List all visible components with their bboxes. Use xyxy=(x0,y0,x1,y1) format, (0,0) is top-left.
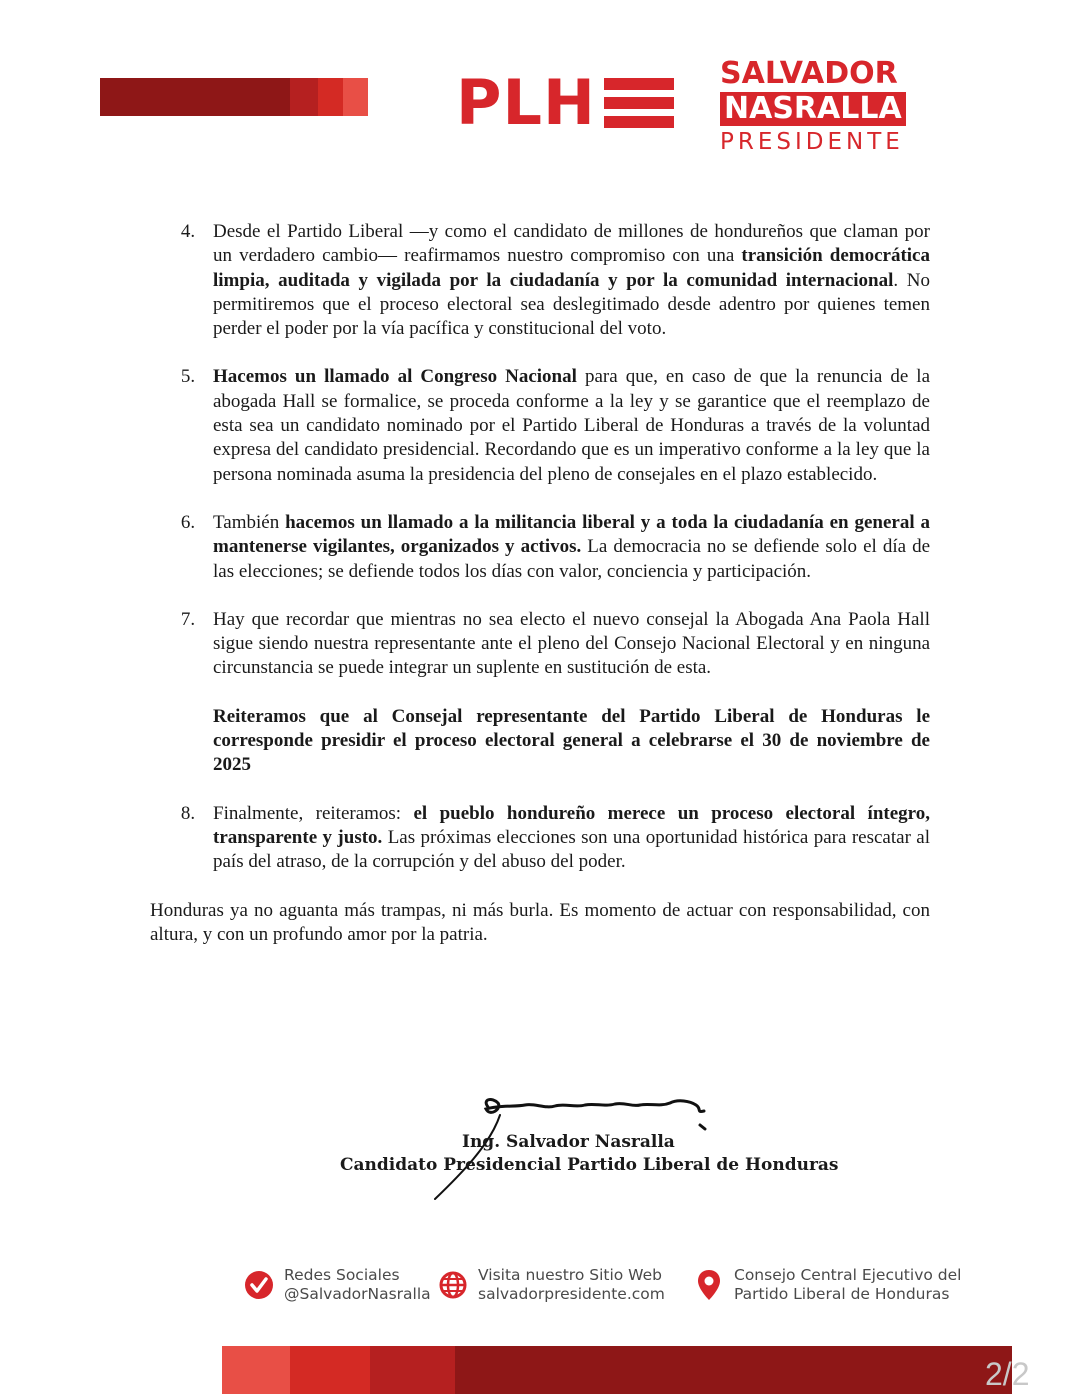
header-color-bar xyxy=(100,78,368,116)
reiteration-paragraph: Reiteramos que al Consejal representante del Partido Liberal de Honduras le corresponde presidir el proceso electoral general a celebrarse el 30 de noviembre de 2025 xyxy=(213,705,930,776)
footer-color-bar xyxy=(222,1346,1012,1394)
candidate-brand-logo xyxy=(720,58,916,156)
item-number: 5. xyxy=(180,366,196,388)
list-item xyxy=(150,802,930,875)
website-label: Visita nuestro Sitio Web xyxy=(478,1266,662,1284)
social-handle: @SalvadorNasralla xyxy=(284,1285,431,1303)
item-number: 8. xyxy=(180,802,196,824)
item-number: 7. xyxy=(180,608,196,630)
flag-stripes-icon xyxy=(604,76,674,130)
list-item xyxy=(150,365,930,486)
signer-name: Ing. Salvador Nasralla xyxy=(462,1132,675,1152)
footer-council xyxy=(694,1266,961,1304)
item-text: Hacemos un llamado al Congreso Nacional para que, en caso de que la renuncia de la abogada Hall se formalice, se proceda conforme a la ley y se garantice que el reemplazo de esta sea un candidato nominado por el Partido Liberal de Honduras a través de la voluntad expresa del candidato presidencial. Recordando que es un imperativo conforme a la ley que la persona nominada asuma la presidencia del pleno de consejales en el plazo establecido. xyxy=(213,366,931,485)
brand-line-1: SALVADOR xyxy=(720,56,898,91)
closing-paragraph: Honduras ya no aguanta más trampas, ni más burla. Es momento de actuar con responsabilidad, con altura, y con un profundo amor por la patria. xyxy=(150,899,930,945)
plh-logo xyxy=(456,66,674,139)
website-url: salvadorpresidente.com xyxy=(478,1285,665,1303)
item-text: También hacemos un llamado a la militancia liberal y a toda la ciudadanía en general a mantenerse vigilantes, organizados y activos. La democracia no se defiende solo el día de las elecciones; se defiende todos los días con valor, conciencia y participación. xyxy=(213,511,931,582)
brand-line-3: PRESIDENTE xyxy=(720,129,904,155)
item-text: Hay que recordar que mientras no sea electo el nuevo consejal la Abogada Ana Paola Hall sigue siendo nuestra representante ante el pleno del Consejo Nacional Electoral y en ninguna circunstancia se puede integrar un suplente en sustitución de esta. xyxy=(213,608,930,679)
footer-social xyxy=(244,1266,431,1304)
list-item xyxy=(150,511,930,584)
item-number: 4. xyxy=(180,221,196,242)
globe-icon xyxy=(438,1268,468,1302)
social-label: Redes Sociales xyxy=(284,1266,400,1284)
item-text: Desde el Partido Liberal —y como el candidato de millones de hondureños que claman por un verdadero cambio— reafirmamos nuestro compromiso con una transición democrática limpia, auditada y vigilada por la ciudadanía y por la comunidad internacional. No permitiremos que el proceso electoral sea deslegitimado desde adentro por quienes temen perder el poder por la vía pacífica y constitucional del voto. xyxy=(213,221,930,340)
plh-logo-text: PLH xyxy=(456,66,596,139)
brand-line-2: NASRALLA xyxy=(720,92,906,126)
page-number: 2/2 xyxy=(985,1356,1030,1392)
council-line-1: Consejo Central Ejecutivo del xyxy=(734,1266,962,1284)
footer-website xyxy=(438,1266,665,1304)
list-item xyxy=(150,608,930,681)
council-line-2: Partido Liberal de Honduras xyxy=(734,1285,950,1303)
document-body xyxy=(150,220,930,947)
check-icon xyxy=(244,1268,274,1302)
signer-role: Candidato Presidencial Partido Liberal de Honduras xyxy=(340,1155,839,1175)
item-number: 6. xyxy=(180,511,196,533)
item-text: Finalmente, reiteramos: el pueblo hondureño merece un proceso electoral íntegro, transparente y justo. Las próximas elecciones son una oportunidad histórica para rescatar al país del atraso, de la corrupción y del abuso del poder. xyxy=(213,802,930,873)
list-item xyxy=(150,220,930,341)
location-pin-icon xyxy=(694,1268,724,1302)
